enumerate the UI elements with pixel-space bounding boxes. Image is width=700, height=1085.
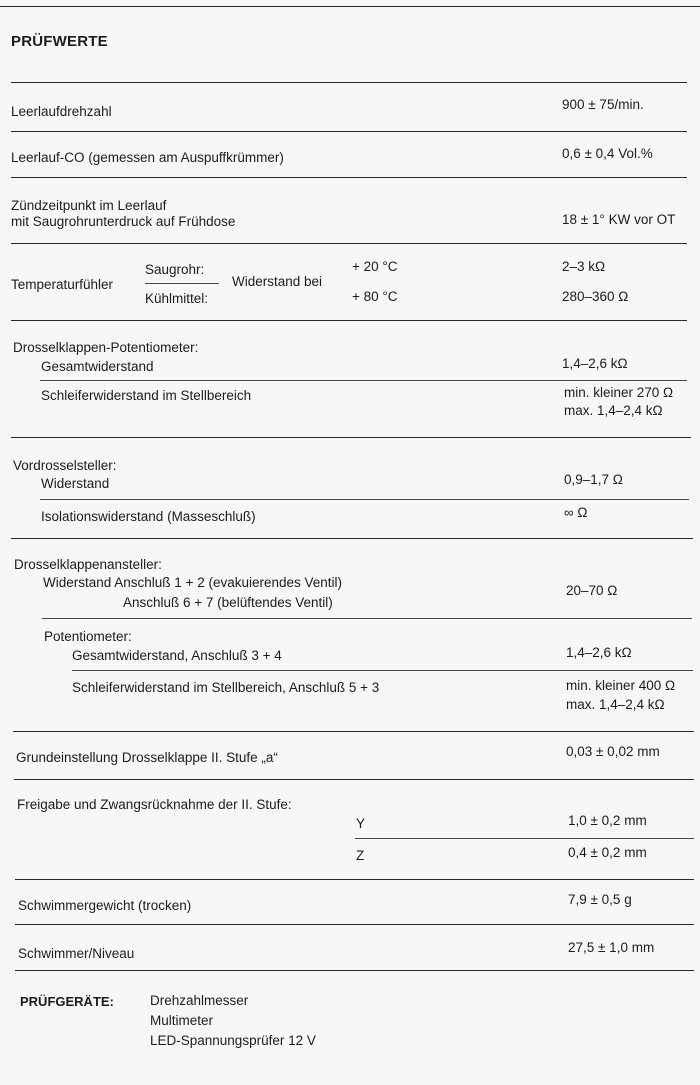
- dka-gesamt-value: 1,4–2,6 kΩ: [566, 645, 632, 660]
- schwimmergewicht-label: Schwimmergewicht (trocken): [18, 898, 192, 913]
- potentiometer-heading: Potentiometer:: [44, 629, 132, 644]
- vordrosselsteller-widerstand-label: Widerstand: [41, 476, 110, 491]
- drosselklappenansteller-heading: Drosselklappenansteller:: [14, 557, 162, 572]
- isolation-label: Isolationswiderstand (Masseschluß): [41, 509, 256, 524]
- zuendzeitpunkt-line2: mit Saugrohrunterdruck auf Frühdose: [11, 214, 236, 229]
- divider: [40, 380, 687, 381]
- grundeinstellung-value: 0,03 ± 0,02 mm: [566, 744, 660, 759]
- pruefgeraet-item: LED-Spannungsprüfer 12 V: [150, 1033, 316, 1048]
- pruefgeraete-label: PRÜFGERÄTE:: [20, 994, 114, 1009]
- vordrosselsteller-widerstand-value: 0,9–1,7 Ω: [564, 472, 623, 487]
- divider: [15, 970, 694, 971]
- divider: [11, 320, 687, 321]
- divider: [11, 243, 687, 244]
- divider: [11, 538, 693, 539]
- kuehlmittel-label: Kühlmittel:: [145, 291, 209, 306]
- pruefgeraet-item: Drehzahlmesser: [150, 993, 249, 1008]
- top-border: [0, 6, 700, 7]
- drosselklappen-poti-heading: Drosselklappen-Potentiometer:: [13, 340, 199, 355]
- grundeinstellung-label: Grundeinstellung Drosselklappe II. Stufe „a“: [16, 750, 278, 765]
- divider: [14, 779, 694, 780]
- divider: [11, 82, 687, 83]
- leerlauf-co-label: Leerlauf-CO (gemessen am Auspuffkrümmer): [11, 150, 284, 165]
- divider: [72, 670, 693, 671]
- freigabe-label: Freigabe und Zwangsrücknahme der II. Stufe:: [17, 797, 292, 812]
- dk-poti-schleifer-max: max. 1,4–2,4 kΩ: [564, 403, 663, 418]
- schwimmergewicht-value: 7,9 ± 0,5 g: [568, 892, 632, 907]
- temp-20-label: + 20 °C: [352, 259, 398, 274]
- dk-poti-gesamt-value: 1,4–2,6 kΩ: [562, 356, 628, 371]
- dka-schleifer-label: Schleiferwiderstand im Stellbereich, Anschluß 5 + 3: [72, 680, 380, 695]
- leerlaufdrehzahl-value: 900 ± 75/min.: [562, 97, 644, 112]
- isolation-value: ∞ Ω: [564, 505, 588, 520]
- anschluss-value: 20–70 Ω: [566, 583, 618, 598]
- dk-poti-schleifer-min: min. kleiner 270 Ω: [564, 385, 674, 400]
- schwimmer-niveau-value: 27,5 ± 1,0 mm: [568, 940, 655, 955]
- divider: [11, 437, 691, 438]
- fraction-line: [145, 283, 219, 284]
- anschluss-6-7-label: Anschluß 6 + 7 (belüftendes Ventil): [123, 595, 333, 610]
- dk-poti-gesamt-label: Gesamtwiderstand: [41, 359, 154, 374]
- divider: [11, 177, 687, 178]
- dka-schleifer-min: min. kleiner 400 Ω: [566, 678, 676, 693]
- divider: [15, 924, 694, 925]
- divider: [42, 618, 692, 619]
- vordrosselsteller-heading: Vordrosselsteller:: [13, 458, 117, 473]
- zuendzeitpunkt-line1: Zündzeitpunkt im Leerlauf: [11, 198, 167, 213]
- leerlaufdrehzahl-label: Leerlaufdrehzahl: [11, 104, 112, 119]
- leerlauf-co-value: 0,6 ± 0,4 Vol.%: [562, 146, 653, 161]
- anschluss-1-2-label: Widerstand Anschluß 1 + 2 (evakuierendes Ventil): [43, 575, 343, 590]
- widerstand-bei-label: Widerstand bei: [232, 274, 323, 289]
- freigabe-z-value: 0,4 ± 0,2 mm: [568, 845, 647, 860]
- divider: [40, 499, 689, 500]
- page-title: PRÜFWERTE: [11, 33, 108, 50]
- temperaturfuehler-value-2: 280–360 Ω: [562, 289, 629, 304]
- divider: [11, 131, 687, 132]
- saugrohr-label: Saugrohr:: [145, 262, 205, 277]
- dka-gesamt-label: Gesamtwiderstand, Anschluß 3 + 4: [72, 648, 282, 663]
- divider: [13, 731, 694, 732]
- temp-80-label: + 80 °C: [352, 289, 398, 304]
- divider: [15, 879, 694, 880]
- dka-schleifer-max: max. 1,4–2,4 kΩ: [566, 697, 665, 712]
- temperaturfuehler-label: Temperaturfühler: [11, 277, 114, 292]
- zuendzeitpunkt-value: 18 ± 1° KW vor OT: [562, 212, 676, 227]
- divider: [355, 838, 694, 839]
- schwimmer-niveau-label: Schwimmer/Niveau: [18, 946, 135, 961]
- temperaturfuehler-value-1: 2–3 kΩ: [562, 259, 606, 274]
- freigabe-y-label: Y: [356, 816, 366, 831]
- pruefgeraet-item: Multimeter: [150, 1013, 214, 1028]
- freigabe-y-value: 1,0 ± 0,2 mm: [568, 813, 647, 828]
- freigabe-z-label: Z: [356, 848, 365, 863]
- dk-poti-schleifer-label: Schleiferwiderstand im Stellbereich: [41, 388, 252, 403]
